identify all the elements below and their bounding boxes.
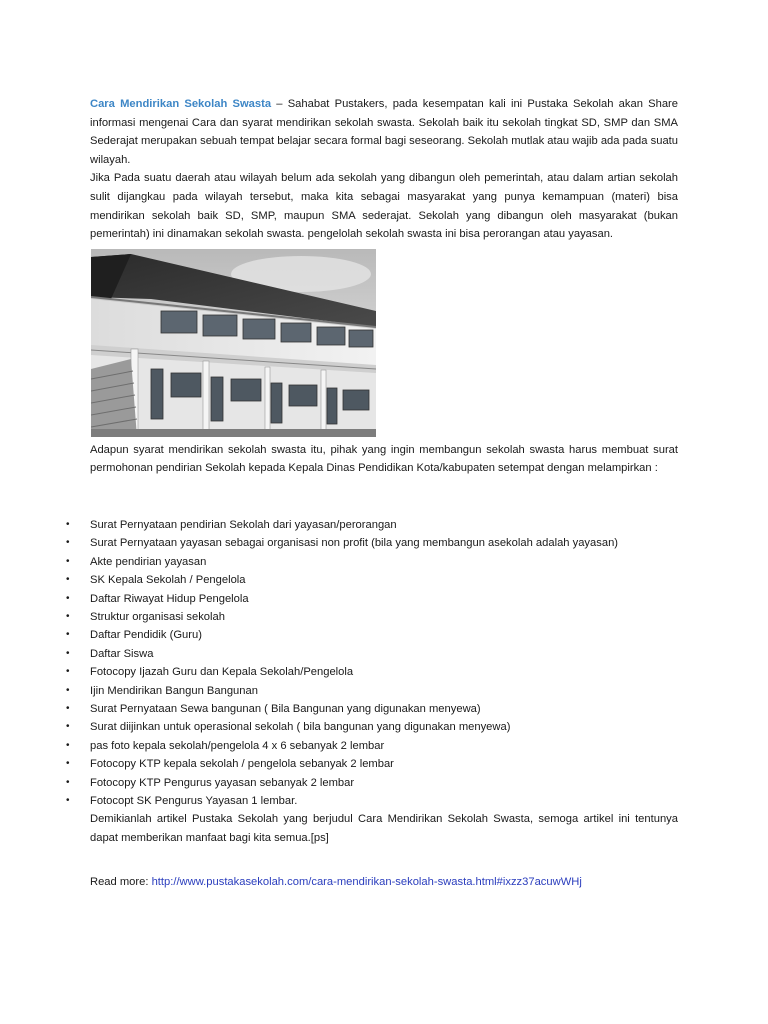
list-item <box>66 534 678 552</box>
list-item-text: Surat Pernyataan pendirian Sekolah dari yayasan/perorangan <box>90 518 397 531</box>
list-item <box>66 700 678 718</box>
requirements-list <box>66 516 678 811</box>
list-item <box>66 682 678 700</box>
bullet-icon: • <box>66 592 70 604</box>
intro-paragraph-text: – Sahabat Pustakers, pada kesempatan kali ini Pustaka Sekolah akan Share informasi mengenai Cara dan syarat mendirikan sekolah swasta. Sekolah baik itu sekolah tingkat SD, SMP dan SMA Sederajat merupakan sebuah tempat belajar secara formal bagi seseorang. Sekolah mutlak atau wajib ada pada suatu wilayah. <box>90 98 679 166</box>
bullet-icon: • <box>66 721 70 733</box>
context-paragraph: Jika Pada suatu daerah atau wilayah belum ada sekolah yang dibangun oleh pemerintah, atau dalam artian sekolah sulit dijangkau pada wilayah tersebut, maka kita sebagai masyarakat yang punya kemampuan (materi) bisa mendirikan sekolah baik SD, SMP, maupun SMA sederajat. Sekolah yang dibangun oleh masyarakat (bukan pemerintah) ini dinamakan sekolah swasta. pengelolah sekolah swasta ini bisa perorangan atau yayasan. <box>90 172 678 241</box>
list-item-text: Akte pendirian yayasan <box>90 555 207 568</box>
list-item-text: pas foto kepala sekolah/pengelola 4 x 6 sebanyak 2 lembar <box>90 739 385 752</box>
read-more-link[interactable]: http://www.pustakasekolah.com/cara-mendirikan-sekolah-swasta.html#ixzz37acuwWHj <box>151 875 582 888</box>
bullet-icon: • <box>66 647 70 659</box>
list-item-text: Fotocopy KTP Pengurus yayasan sebanyak 2 lembar <box>90 776 355 789</box>
bullet-icon: • <box>66 739 70 751</box>
list-item <box>66 737 678 755</box>
bullet-icon: • <box>66 555 70 567</box>
bullet-icon: • <box>66 703 70 714</box>
bullet-icon: • <box>66 574 70 586</box>
list-item-text: Fotocopy KTP kepala sekolah / pengelola sebanyak 2 lembar <box>90 758 394 771</box>
list-item <box>66 663 678 681</box>
list-item <box>66 626 678 644</box>
list-item-text: Daftar Pendidik (Guru) <box>90 629 202 642</box>
bullet-icon: • <box>66 518 70 530</box>
bullet-icon: • <box>66 776 70 788</box>
list-item <box>66 571 678 589</box>
bullet-icon: • <box>66 758 70 770</box>
intro-paragraph <box>90 95 678 169</box>
list-item-text: Ijin Mendirikan Bangun Bangunan <box>90 684 258 697</box>
bullet-icon: • <box>66 537 70 549</box>
list-item <box>66 774 678 792</box>
list-item <box>66 590 678 608</box>
bullet-icon: • <box>66 684 70 696</box>
list-item <box>66 608 678 626</box>
read-more-label: Read more: <box>90 875 152 888</box>
requirements-intro: Adapun syarat mendirikan sekolah swasta itu, pihak yang ingin membangun sekolah swasta harus membuat surat permohonan pendirian Sekolah kepada Kepala Dinas Pendidikan Kota/kabupaten setempat dengan melampirkan : <box>90 443 678 475</box>
list-item-text: Surat Pernyataan Sewa bangunan ( Bila Bangunan yang digunakan menyewa) <box>90 703 481 715</box>
school-building-image <box>91 249 376 437</box>
list-item <box>66 718 678 736</box>
list-item-text: Struktur organisasi sekolah <box>90 610 225 623</box>
bullet-icon: • <box>66 610 70 622</box>
list-item-text: SK Kepala Sekolah / Pengelola <box>90 574 246 587</box>
list-item-text: Daftar Siswa <box>90 647 154 660</box>
read-more <box>90 873 678 892</box>
list-item <box>66 755 678 773</box>
list-item <box>66 516 678 534</box>
list-item <box>66 792 678 810</box>
list-item-text: Daftar Riwayat Hidup Pengelola <box>90 592 249 605</box>
list-item <box>66 553 678 571</box>
bullet-icon: • <box>66 795 70 807</box>
list-item-text: Surat Pernyataan yayasan sebagai organisasi non profit (bila yang membangun asekolah adalah yayasan) <box>90 537 619 550</box>
closing-paragraph: Demikianlah artikel Pustaka Sekolah yang berjudul Cara Mendirikan Sekolah Swasta, semoga artikel ini tentunya dapat memberikan manfaat bagi kita semua.[ps] <box>90 813 678 845</box>
bullet-icon: • <box>66 666 70 678</box>
list-item <box>66 645 678 663</box>
list-item-text: Surat diijinkan untuk operasional sekolah ( bila bangunan yang digunakan menyewa) <box>90 721 511 734</box>
article-body <box>66 95 679 891</box>
title-link[interactable]: Cara Mendirikan Sekolah Swasta <box>90 98 272 110</box>
list-item-text: Fotocopy Ijazah Guru dan Kepala Sekolah/Pengelola <box>90 666 354 679</box>
list-item-text: Fotocopt SK Pengurus Yayasan 1 lembar. <box>90 795 298 808</box>
bullet-icon: • <box>66 629 70 641</box>
